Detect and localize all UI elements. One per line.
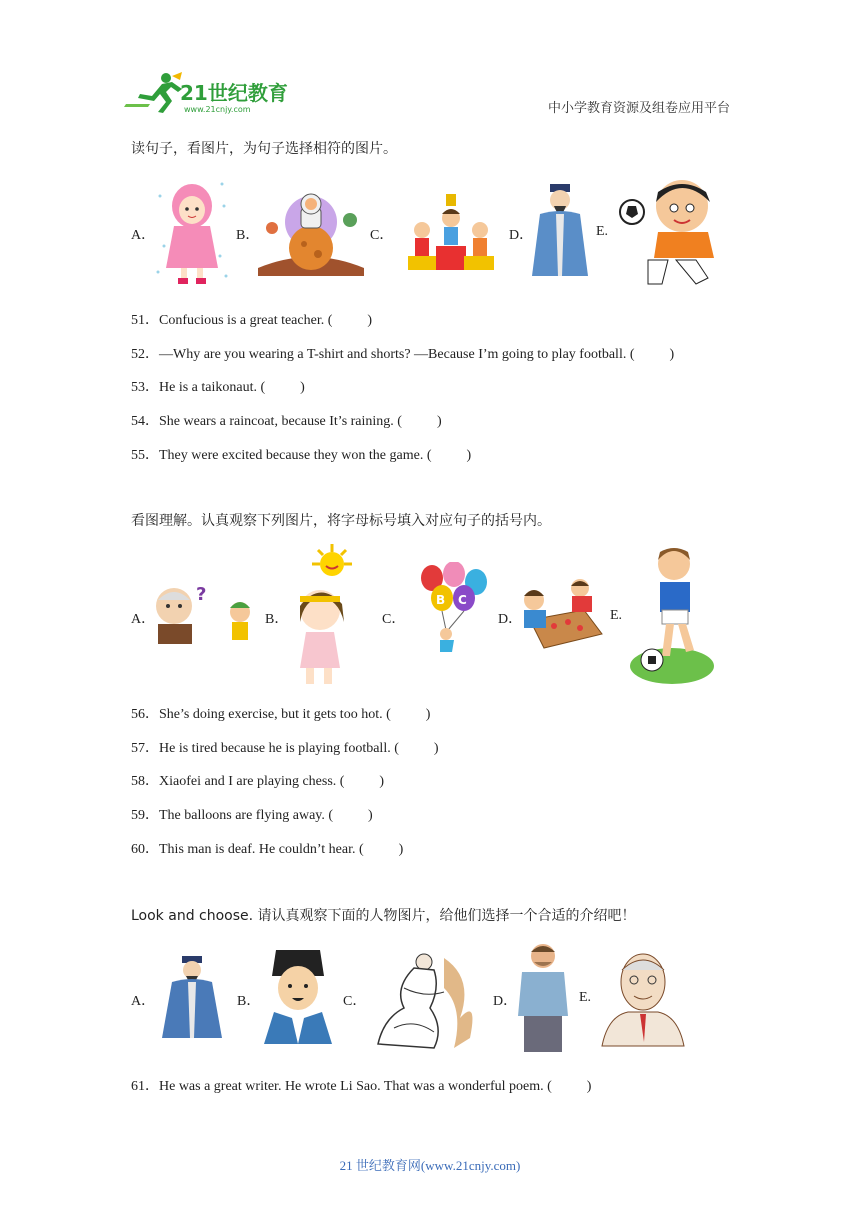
chess-picture — [520, 576, 604, 657]
question-55: 55．They were excited because they won the game. ( ) — [131, 448, 472, 463]
question-52: 52．—Why are you wearing a T-shirt and shorts? —Because I’m going to play football. ( ) — [131, 347, 675, 362]
nick-vujicic-picture — [514, 940, 572, 1059]
question-56: 56．She’s doing exercise, but it gets too hot. ( ) — [131, 707, 431, 722]
question-54: 54．She wears a raincoat, because It’s raining. ( ) — [131, 414, 442, 429]
girl-under-sun-picture — [286, 542, 362, 693]
question-59: 59．The balloons are flying away. ( ) — [131, 808, 373, 823]
svg-text:www.21cnjy.com: www.21cnjy.com — [184, 105, 251, 114]
runner-icon — [124, 72, 182, 113]
option-label: C． — [370, 228, 394, 243]
option-label: D． — [493, 994, 518, 1009]
section1-instruction: 读句子，看图片，为句子选择相符的图片。 — [131, 141, 397, 157]
svg-text:21世纪教育: 21世纪教育 — [180, 81, 288, 105]
option-label: D． — [498, 612, 523, 627]
boy-kicking-picture — [618, 174, 726, 293]
footer-text: 21 世纪教育网(www.21cnjy.com) — [339, 1158, 521, 1173]
option-label: E. — [596, 224, 609, 239]
ancient-scholar-picture — [262, 946, 334, 1051]
question-51: 51．Confucious is a great teacher. ( ) — [131, 313, 373, 328]
svg-text:B: B — [436, 593, 446, 607]
option-label: C． — [343, 994, 367, 1009]
option-label: E. — [579, 990, 592, 1005]
site-logo — [122, 70, 292, 114]
option-label: C． — [382, 612, 406, 627]
question-60: 60．This man is deaf. He couldn’t hear. ( ) — [131, 842, 404, 857]
boy-football-picture — [630, 544, 716, 691]
option-label: B． — [236, 228, 260, 243]
astronaut-picture — [258, 186, 364, 281]
deaf-old-man-picture — [152, 582, 256, 649]
svg-text:?: ? — [196, 584, 207, 605]
option-label: E. — [610, 608, 623, 623]
option-label: D． — [509, 228, 534, 243]
option-label: A． — [131, 228, 156, 243]
section3-instruction: Look and choose. 请认真观察下面的人物图片，给他们选择一个合适的介绍吧！ — [131, 908, 636, 924]
platform-title: 中小学教育资源及组卷应用平台 — [547, 101, 730, 116]
option-label: B． — [237, 994, 261, 1009]
girl-raincoat-picture — [154, 176, 230, 293]
confucius-figure-picture — [158, 954, 226, 1045]
section2-instruction: 看图理解。认真观察下列图片，将字母标号填入对应句子的括号内。 — [131, 513, 551, 529]
option-label: A． — [131, 994, 156, 1009]
yuan-longping-picture — [598, 946, 688, 1053]
confucius-picture — [528, 182, 592, 285]
question-61: 61．He was a great writer. He wrote Li Sao. That was a wonderful poem. ( ) — [131, 1079, 592, 1094]
question-53: 53．He is a taikonaut. ( ) — [131, 380, 305, 395]
qu-yuan-picture — [374, 948, 486, 1057]
kids-podium-picture — [404, 190, 498, 277]
svg-text:C: C — [458, 593, 467, 607]
option-label: A． — [131, 612, 156, 627]
option-label: B． — [265, 612, 289, 627]
question-58: 58．Xiaofei and I are playing chess. ( ) — [131, 774, 385, 789]
question-57: 57．He is tired because he is playing football. ( ) — [131, 741, 439, 756]
balloons-picture — [418, 562, 490, 665]
